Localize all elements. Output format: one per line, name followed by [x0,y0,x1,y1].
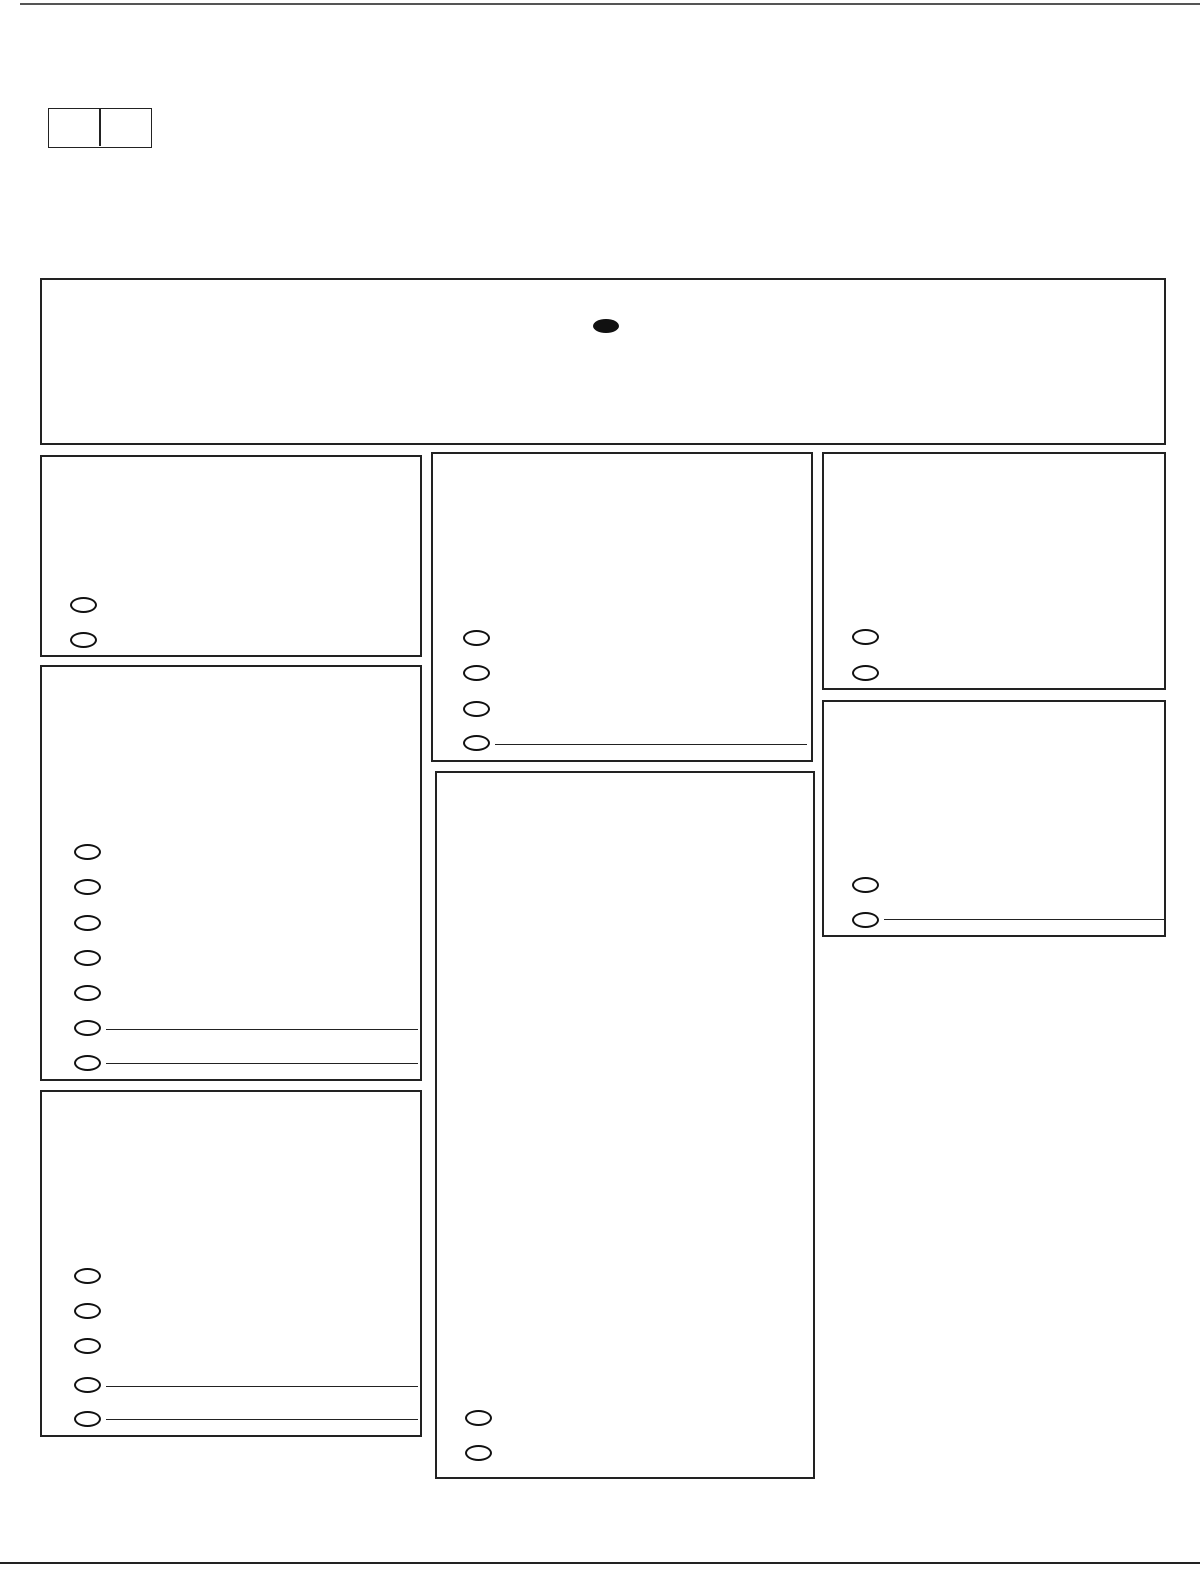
vote-oval[interactable] [74,844,101,860]
vote-oval[interactable] [74,879,101,895]
write-in-line[interactable] [884,919,1164,920]
vote-oval[interactable] [463,735,490,751]
filled-oval-icon [593,319,619,333]
candidate-option[interactable] [463,625,497,651]
write-in-line[interactable] [495,744,807,745]
option-yes[interactable] [465,1405,499,1431]
vote-oval[interactable] [465,1410,492,1426]
vote-oval[interactable] [74,950,101,966]
vote-oval[interactable] [74,1055,101,1071]
vote-oval[interactable] [852,629,879,645]
vote-oval[interactable] [74,1377,101,1393]
vote-oval[interactable] [74,915,101,931]
candidate-option[interactable] [74,839,108,865]
write-in-option[interactable] [463,730,490,756]
write-in-option[interactable] [74,1050,101,1076]
vote-oval[interactable] [463,630,490,646]
candidate-option[interactable] [463,660,497,686]
page-top-rule [20,3,1200,5]
write-in-option[interactable] [74,1406,101,1432]
christian-county-contest [40,455,422,657]
write-in-line[interactable] [106,1063,418,1064]
vote-oval[interactable] [74,1338,101,1354]
option-no[interactable] [70,627,104,653]
write-in-line[interactable] [106,1386,418,1387]
write-in-option[interactable] [852,907,879,933]
candidate-option[interactable] [74,1298,108,1324]
judges-initials-box [48,108,152,148]
write-in-line[interactable] [106,1029,418,1030]
write-in-option[interactable] [74,1015,101,1041]
vote-oval[interactable] [463,701,490,717]
ozark-alderman-contest [822,700,1166,937]
candidate-option[interactable] [74,874,108,900]
page-bottom-rule [0,1562,1200,1564]
option-no[interactable] [465,1440,499,1466]
school-board-two-year-contest [431,452,813,762]
write-in-line[interactable] [106,1419,418,1420]
candidate-option[interactable] [74,945,108,971]
vote-oval[interactable] [852,912,879,928]
candidate-option[interactable] [74,1333,108,1359]
instructions-line1 [42,313,1164,337]
candidate-option[interactable] [74,1263,108,1289]
candidate-option[interactable] [852,872,886,898]
ozark-fire-contest [822,452,1166,690]
candidate-option[interactable] [463,696,497,722]
vote-oval[interactable] [463,665,490,681]
vote-oval[interactable] [852,877,879,893]
write-in-option[interactable] [74,1372,101,1398]
candidate-option[interactable] [74,980,108,1006]
bond-election-contest [435,771,815,1479]
vote-oval[interactable] [74,1020,101,1036]
vote-oval[interactable] [70,632,97,648]
instructions-box [40,278,1166,445]
vote-oval[interactable] [74,1303,101,1319]
vote-oval[interactable] [74,1268,101,1284]
candidate-option[interactable] [74,910,108,936]
vote-oval[interactable] [74,1411,101,1427]
vote-oval[interactable] [852,665,879,681]
option-yes[interactable] [70,592,104,618]
option-no[interactable] [852,660,886,686]
junior-college-contest [40,665,422,1081]
school-board-three-year-contest [40,1090,422,1437]
vote-oval[interactable] [70,597,97,613]
vote-oval[interactable] [465,1445,492,1461]
vote-oval[interactable] [74,985,101,1001]
option-yes[interactable] [852,624,886,650]
